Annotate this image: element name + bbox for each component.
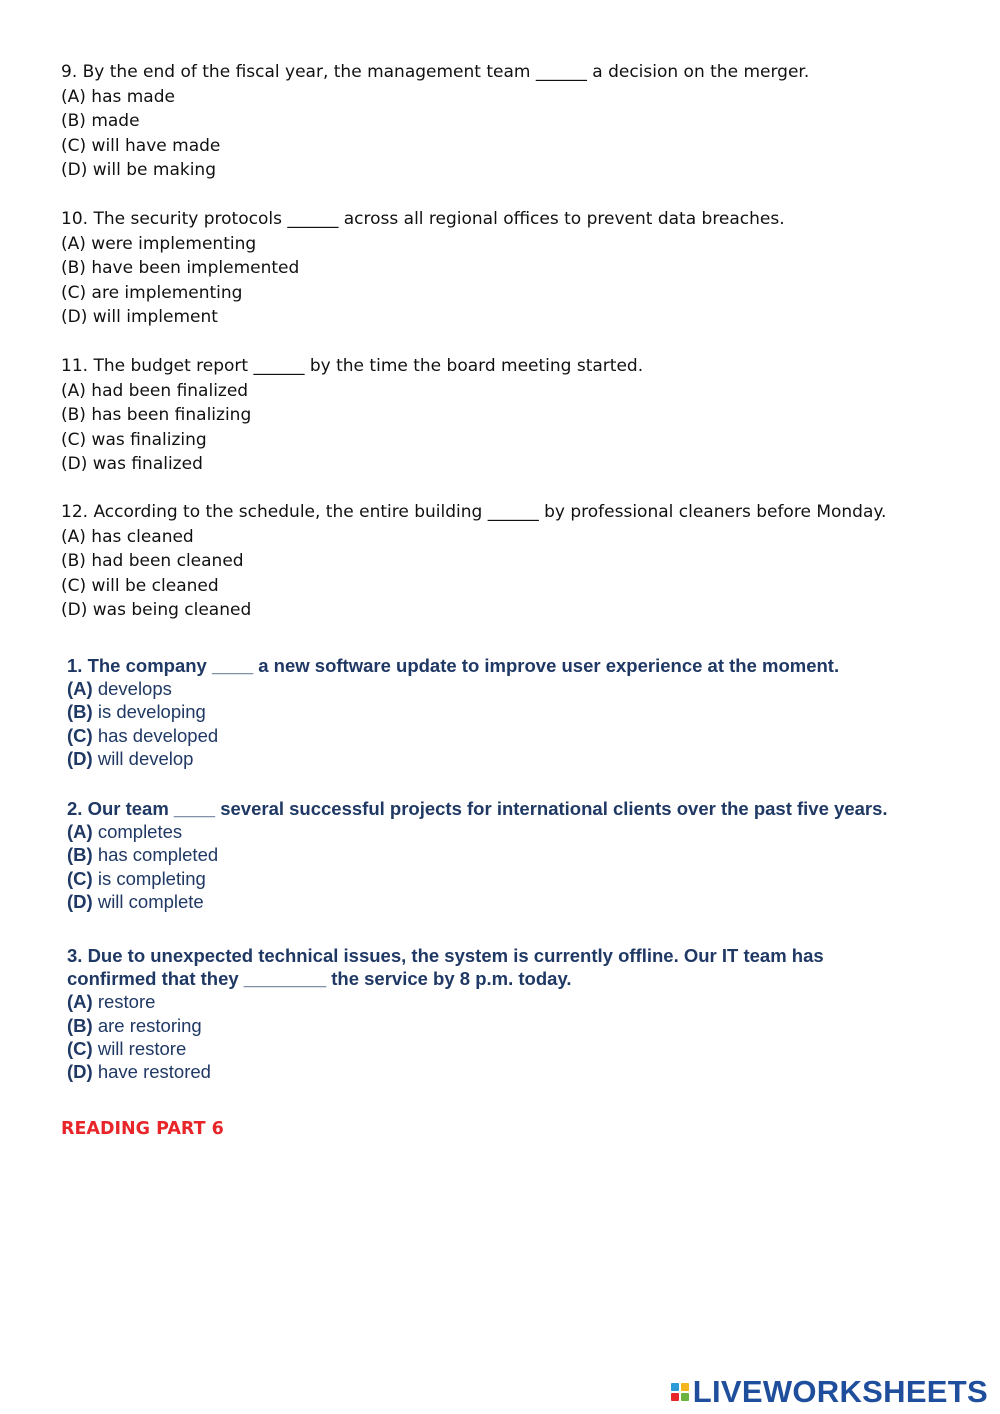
- question-2: [67, 797, 947, 913]
- logo-text: LIVEWORKSHEETS: [692, 1374, 988, 1409]
- question-1: [67, 654, 947, 770]
- option-c: (C) was finalizing: [61, 429, 207, 450]
- option-a: (A) restore: [67, 991, 156, 1013]
- logo-square: [671, 1393, 679, 1401]
- option-a: (A) were implementing: [61, 233, 257, 254]
- question-stem-line-2: confirmed that they ________ the service by 8 p.m. today.: [67, 968, 572, 990]
- section-heading: READING PART 6: [61, 1119, 224, 1139]
- question-stem: 11. The budget report ______ by the time the board meeting started.: [61, 356, 644, 376]
- question-3: [67, 944, 947, 1083]
- option-d: (D) will be making: [61, 160, 217, 181]
- question-stem: 10. The security protocols ______ across all regional offices to prevent data breaches.: [61, 209, 785, 229]
- option-a: (A) has made: [61, 86, 175, 107]
- logo-square: [671, 1383, 679, 1391]
- option-b: (B) has completed: [67, 844, 219, 866]
- question-9: [61, 60, 961, 183]
- option-d: (D) was finalized: [61, 454, 203, 475]
- option-d: (D) have restored: [67, 1061, 211, 1083]
- question-10: [61, 207, 961, 330]
- option-c: (C) will be cleaned: [61, 575, 219, 596]
- logo-mark-icon: [671, 1383, 689, 1401]
- logo-square: [681, 1383, 689, 1391]
- option-b: (B) made: [61, 111, 140, 132]
- question-stem: 12. According to the schedule, the entire building ______ by professional cleaners before Monday.: [61, 502, 887, 522]
- logo-square: [681, 1393, 689, 1401]
- option-b: (B) have been implemented: [61, 258, 300, 279]
- option-d: (D) will complete: [67, 890, 204, 912]
- option-b: (B) is developing: [67, 701, 206, 723]
- option-c: (C) is completing: [67, 867, 206, 889]
- option-a: (A) had been finalized: [61, 380, 249, 401]
- option-d: (D) will develop: [67, 747, 194, 769]
- option-b: (B) had been cleaned: [61, 551, 244, 572]
- question-12: [61, 500, 961, 623]
- option-b: (B) has been finalizing: [61, 405, 252, 426]
- option-a: (A) has cleaned: [61, 526, 194, 547]
- option-c: (C) will have made: [61, 135, 221, 156]
- option-d: (D) was being cleaned: [61, 600, 252, 621]
- option-a: (A) develops: [67, 678, 172, 700]
- question-stem: 2. Our team ____ several successful projects for international clients over the past five years.: [67, 798, 888, 819]
- liveworksheets-logo: [671, 1374, 988, 1410]
- option-c: (C) are implementing: [61, 282, 243, 303]
- question-stem: 1. The company ____ a new software update to improve user experience at the moment.: [67, 655, 840, 676]
- question-stem-line-1: 3. Due to unexpected technical issues, the system is currently offline. Our IT team has: [67, 945, 824, 966]
- option-a: (A) completes: [67, 821, 183, 843]
- option-d: (D) will implement: [61, 307, 218, 328]
- question-stem: 9. By the end of the fiscal year, the management team ______ a decision on the merger.: [61, 62, 810, 82]
- option-c: (C) has developed: [67, 724, 219, 746]
- question-11: [61, 354, 961, 477]
- option-c: (C) will restore: [67, 1037, 187, 1059]
- option-b: (B) are restoring: [67, 1014, 202, 1036]
